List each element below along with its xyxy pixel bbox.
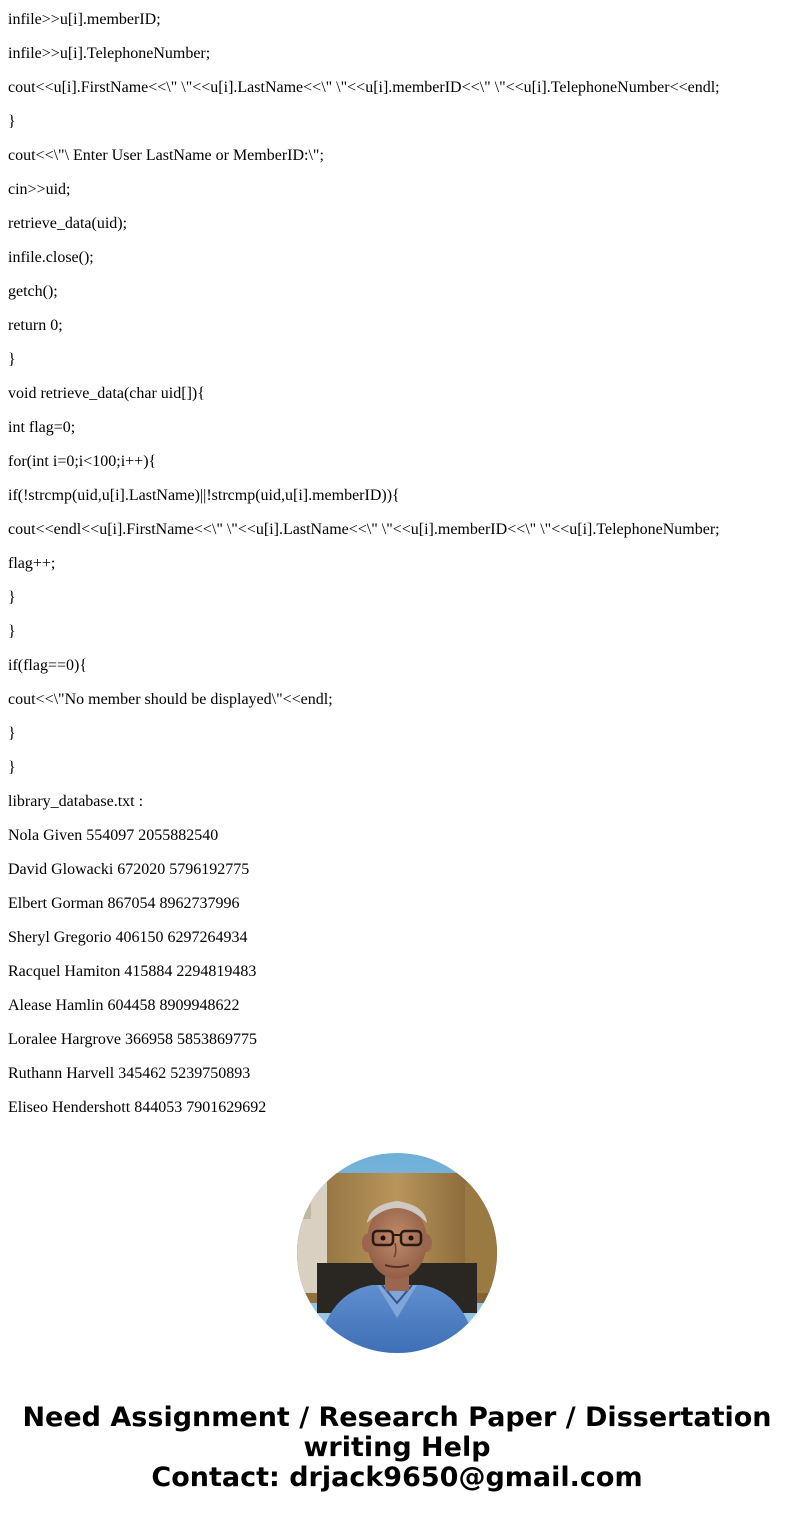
contact-banner xyxy=(0,1403,794,1493)
database-record: Sheryl Gregorio 406150 6297264934 xyxy=(8,929,248,946)
code-line: } xyxy=(8,725,16,742)
database-record: Nola Given 554097 2055882540 xyxy=(8,827,219,844)
cta-contact-email[interactable]: Contact: drjack9650@gmail.com xyxy=(151,1462,643,1493)
code-line: } xyxy=(8,589,16,606)
code-line: } xyxy=(8,113,16,130)
code-line: infile>>u[i].memberID; xyxy=(8,11,161,28)
code-line: infile.close(); xyxy=(8,249,94,266)
code-line: cout<<u[i].FirstName<<\" \"<<u[i].LastName<<\" \"<<u[i].memberID<<\" \"<<u[i].TelephoneNumber<<endl; xyxy=(8,79,720,96)
document-body xyxy=(8,9,788,1131)
code-line: int flag=0; xyxy=(8,419,76,436)
code-line: void retrieve_data(char uid[]){ xyxy=(8,385,205,402)
code-line: } xyxy=(8,351,16,368)
cta-line-1: Need Assignment / Research Paper / Dissertation xyxy=(22,1402,772,1433)
database-record: Eliseo Hendershott 844053 7901629692 xyxy=(8,1099,267,1116)
code-line: for(int i=0;i<100;i++){ xyxy=(8,453,157,470)
code-line: flag++; xyxy=(8,555,56,572)
code-line: infile>>u[i].TelephoneNumber; xyxy=(8,45,211,62)
code-line: cout<<endl<<u[i].FirstName<<\" \"<<u[i].LastName<<\" \"<<u[i].memberID<<\" \"<<u[i].TelephoneNumber; xyxy=(8,521,720,538)
database-record: David Glowacki 672020 5796192775 xyxy=(8,861,250,878)
code-line: cin>>uid; xyxy=(8,181,71,198)
code-line: cout<<\"No member should be displayed\"<<endl; xyxy=(8,691,333,708)
code-line: return 0; xyxy=(8,317,63,334)
cta-line-2: writing Help xyxy=(303,1432,491,1463)
database-record: Ruthann Harvell 345462 5239750893 xyxy=(8,1065,251,1082)
database-record: Racquel Hamiton 415884 2294819483 xyxy=(8,963,257,980)
database-record: Loralee Hargrove 366958 5853869775 xyxy=(8,1031,257,1048)
code-line: getch(); xyxy=(8,283,58,300)
code-line: if(!strcmp(uid,u[i].LastName)||!strcmp(uid,u[i].memberID)){ xyxy=(8,487,400,504)
code-line: if(flag==0){ xyxy=(8,657,88,674)
database-heading: library_database.txt : xyxy=(8,793,144,810)
author-avatar xyxy=(297,1153,497,1353)
code-line: } xyxy=(8,759,16,776)
author-portrait-image xyxy=(297,1153,497,1353)
code-line: cout<<\"\ Enter User LastName or MemberID:\"; xyxy=(8,147,324,164)
code-line: } xyxy=(8,623,16,640)
code-line: retrieve_data(uid); xyxy=(8,215,128,232)
database-record: Elbert Gorman 867054 8962737996 xyxy=(8,895,240,912)
database-record: Alease Hamlin 604458 8909948622 xyxy=(8,997,240,1014)
